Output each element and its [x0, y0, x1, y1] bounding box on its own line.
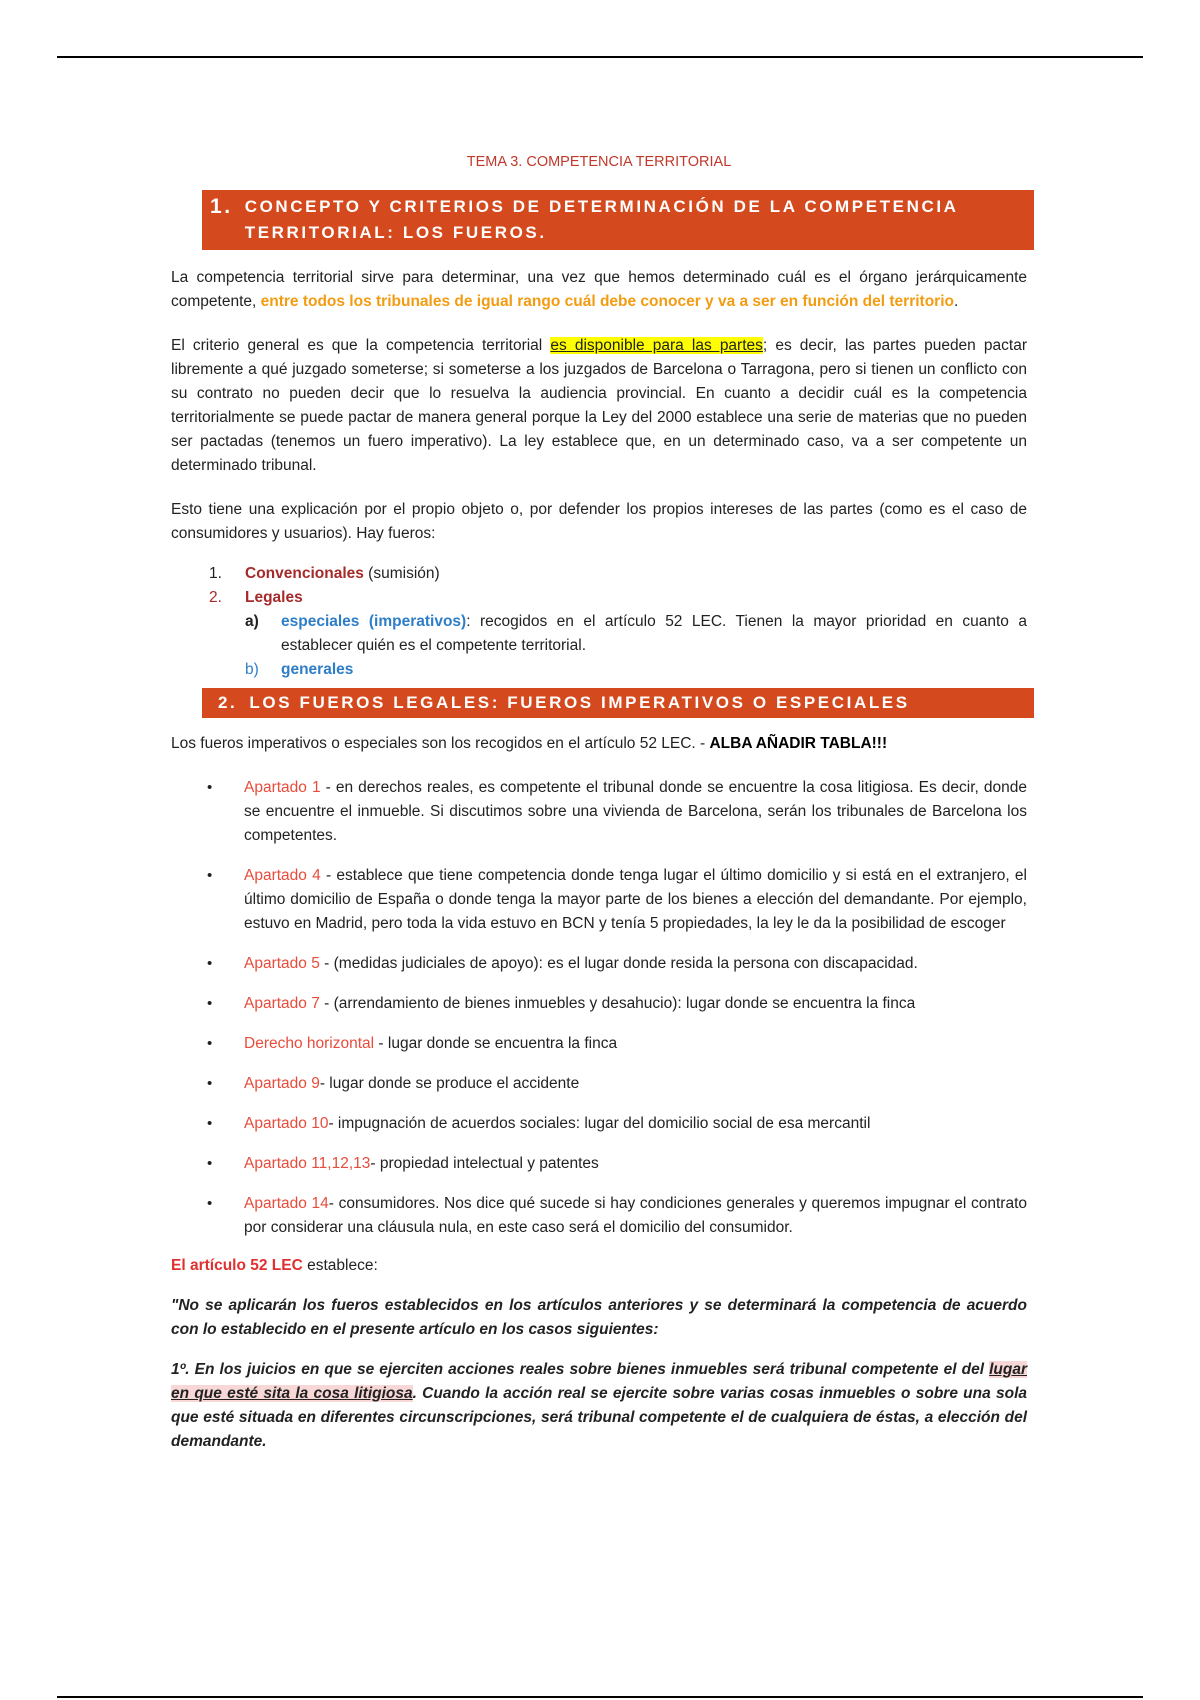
- sub-item-b: [171, 658, 1027, 682]
- p1-text: La competencia territorial sirve para determinar, una vez que hemos determinado cuál es el órgano jerárquicamente competente,: [171, 269, 1027, 310]
- bullet-icon: •: [207, 1195, 213, 1212]
- sub-a-label: especiales (imperativos): [281, 613, 467, 630]
- bottom-rule: [57, 1696, 1143, 1698]
- bullet-text: - (arrendamiento de bienes inmuebles y desahucio): lugar donde se encuentra la finca: [319, 995, 916, 1012]
- sub-a-text: : recogidos en el artículo 52 LEC. Tienen la mayor prioridad en cuanto a establecer quién es el competente territorial.: [281, 613, 1027, 654]
- list-item: [171, 992, 1027, 1016]
- fueros-list: [171, 562, 1027, 610]
- q2-rest: . Cuando la acción real se ejercite sobre varias cosas inmuebles o sobre una sola que esté situada en diferentes circunscripciones, será tribunal competente el de cualquiera de éstas, a elección del demandante.: [171, 1385, 1027, 1450]
- p2-highlight: es disponible para las partes: [550, 337, 763, 354]
- sub-marker-a: a): [245, 613, 259, 630]
- paragraph-3: Esto tiene una explicación por el propio objeto o, por defender los propios intereses de las partes (como es el caso de consumidores y usuarios). Hay fueros:: [171, 501, 1027, 542]
- bullet-text: - consumidores. Nos dice qué sucede si hay condiciones generales y queremos impugnar el contrato por considerar una cláusula nula, en este caso será el domicilio del consumidor.: [244, 1195, 1027, 1236]
- bullet-text: - (medidas judiciales de apoyo): es el lugar donde resida la persona con discapacidad.: [319, 955, 918, 972]
- p2-text: El criterio general es que la competencia territorial: [171, 337, 551, 354]
- list-text: (sumisión): [363, 565, 440, 582]
- paragraph-4: [171, 732, 1027, 756]
- list-item: [171, 864, 1027, 936]
- bullet-text: - impugnación de acuerdos sociales: lugar del domicilio social de esa mercantil: [328, 1115, 871, 1132]
- section-1-number: 1.: [210, 195, 233, 218]
- p4-note: ALBA AÑADIR TABLA!!!: [709, 735, 888, 752]
- bullet-text: - propiedad intelectual y patentes: [370, 1155, 599, 1172]
- p4-text: Los fueros imperativos o especiales son los recogidos en el artículo 52 LEC. -: [171, 735, 710, 752]
- list-label: Legales: [245, 589, 303, 606]
- bullet-icon: •: [207, 1035, 213, 1052]
- list-item: [171, 562, 1027, 586]
- bullet-label: Apartado 9: [244, 1075, 320, 1092]
- bullet-icon: •: [207, 955, 213, 972]
- sub-b-label: generales: [281, 661, 354, 678]
- p1-end: .: [953, 293, 959, 310]
- bullet-icon: •: [207, 1155, 213, 1172]
- bullet-label: Apartado 11,12,13: [244, 1155, 371, 1172]
- document-body: [171, 150, 1027, 1454]
- page-title: TEMA 3. COMPETENCIA TERRITORIAL: [466, 154, 732, 170]
- list-marker: 1.: [209, 565, 222, 582]
- list-label: Convencionales: [245, 565, 364, 582]
- list-item: [171, 952, 1027, 976]
- q2-highlight: lugar en que esté sita la cosa litigiosa: [171, 1361, 1027, 1402]
- article-ref: El artículo 52 LEC: [171, 1257, 303, 1274]
- bullet-label: Apartado 14: [244, 1195, 329, 1212]
- paragraph-1: [171, 266, 1027, 314]
- bullet-text: - lugar donde se produce el accidente: [319, 1075, 580, 1092]
- paragraph-2: [171, 334, 1027, 478]
- p5-text: establece:: [302, 1257, 378, 1274]
- list-item: [171, 1192, 1027, 1240]
- bullet-icon: •: [207, 779, 213, 796]
- sub-marker-b: b): [245, 661, 259, 678]
- bullet-icon: •: [207, 867, 213, 884]
- bullet-label: Apartado 4: [244, 867, 321, 884]
- bullet-label: Derecho horizontal: [244, 1035, 375, 1052]
- bullet-label: Apartado 5: [244, 955, 320, 972]
- bullet-label: Apartado 10: [244, 1115, 329, 1132]
- sub-item-a: [171, 610, 1027, 658]
- list-item: [171, 586, 1027, 610]
- section-2-heading: [202, 688, 1034, 718]
- p2-rest: ; es decir, las partes pueden pactar libremente a qué juzgado someterse; si someterse a los juzgados de Barcelona o Tarragona, pero si tienen un conflicto con su contrato no pueden decir que lo resuelva la audiencia provincial. En cuanto a decidir cuál es la competencia territorialmente se puede pactar de manera general porque la Ley del 2000 establece una serie de materias que no pueden ser pactadas (tenemos un fuero imperativo). La ley establece que, en un determinado caso, va a ser competente un determinado tribunal.: [171, 337, 1027, 474]
- section-2-number: 2.: [218, 693, 238, 712]
- section-1-title: CONCEPTO Y CRITERIOS DE DETERMINACIÓN DE LA COMPETENCIA TERRITORIAL: LOS FUEROS.: [244, 197, 958, 242]
- list-item: [171, 1032, 1027, 1056]
- apartados-list: [171, 776, 1027, 1240]
- bullet-icon: •: [207, 1075, 213, 1092]
- p1-highlight: entre todos los tribunales de igual rango cuál debe conocer y va a ser en función del territorio: [260, 293, 954, 310]
- section-1-heading: [202, 190, 1034, 250]
- list-item: [171, 1072, 1027, 1096]
- bullet-text: - establece que tiene competencia donde tenga lugar el último domicilio y si está en el extranjero, el último domicilio de España o donde tenga la mayor parte de los bienes a elección del demandante. Por ejemplo, estuvo en Madrid, pero toda la vida estuvo en BCN y tenía 5 propiedades, la ley le da la posibilidad de escoger: [244, 867, 1027, 932]
- quote-1: "No se aplicarán los fueros establecidos en los artículos anteriores y se determinará la competencia de acuerdo con lo establecido en el presente artículo en los casos siguientes:: [171, 1297, 1027, 1338]
- list-item: [171, 1152, 1027, 1176]
- section-2-title: LOS FUEROS LEGALES: FUEROS IMPERATIVOS O ESPECIALES: [249, 693, 910, 712]
- bullet-icon: •: [207, 1115, 213, 1132]
- q2-text: 1º. En los juicios en que se ejerciten acciones reales sobre bienes inmuebles será tribunal competente el del: [171, 1361, 990, 1378]
- bullet-label: Apartado 1: [244, 779, 321, 796]
- list-item: [171, 1112, 1027, 1136]
- bullet-text: - en derechos reales, es competente el tribunal donde se encuentre la cosa litigiosa. Es decir, donde se encuentre el inmueble. Si discutimos sobre una vivienda de Barcelona, serán los tribunales de Barcelona los competentes.: [244, 779, 1027, 844]
- list-marker: 2.: [209, 589, 222, 606]
- bullet-icon: •: [207, 995, 213, 1012]
- top-rule: [57, 56, 1143, 58]
- list-item: [171, 776, 1027, 848]
- quote-2: [171, 1358, 1027, 1454]
- bullet-label: Apartado 7: [244, 995, 320, 1012]
- bullet-text: - lugar donde se encuentra la finca: [374, 1035, 618, 1052]
- paragraph-5: [171, 1254, 1027, 1278]
